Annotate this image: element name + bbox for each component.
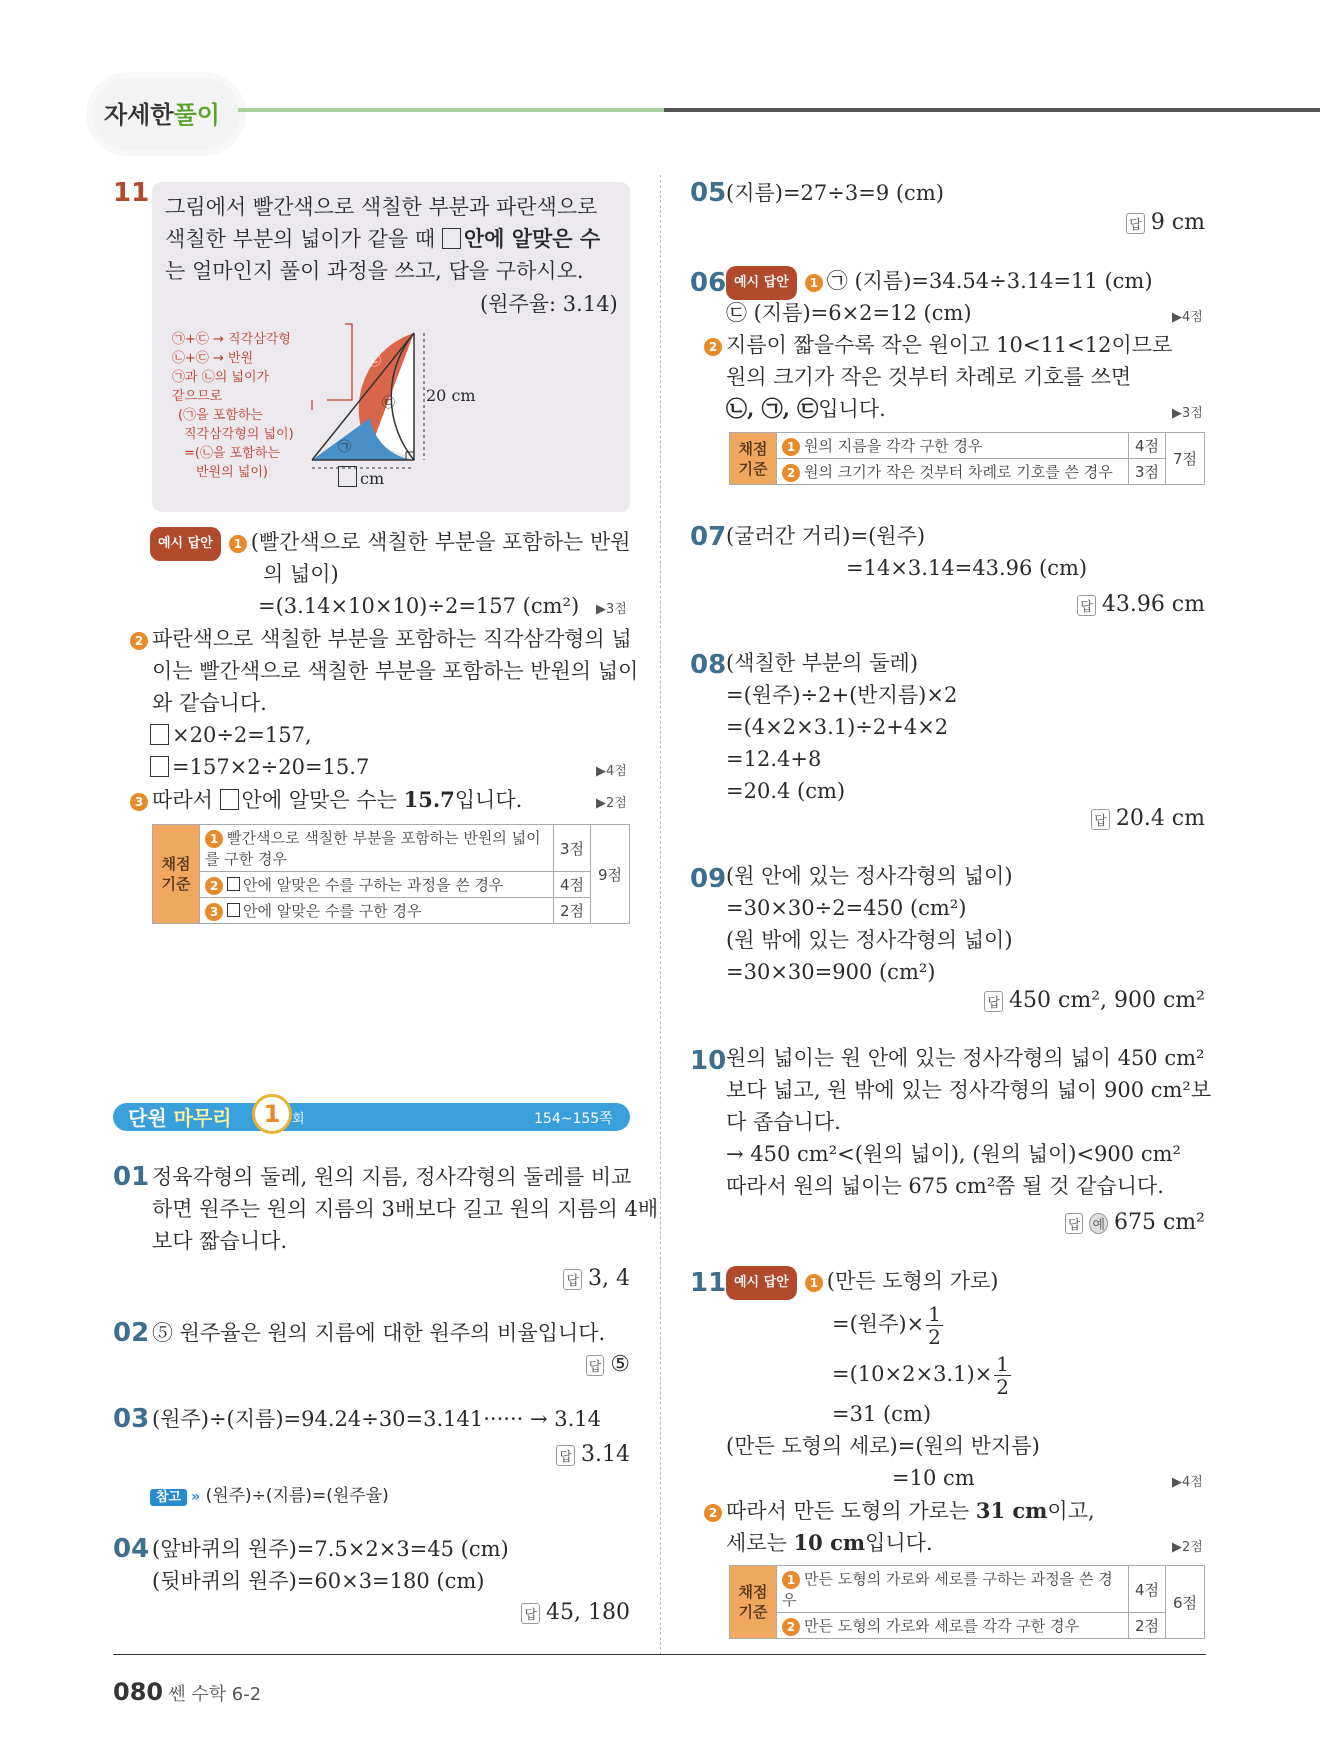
- criteria-total: 9점: [591, 825, 630, 924]
- answer-value: 450 cm², 900 cm²: [1009, 988, 1205, 1013]
- criteria-text: 만든 도형의 가로와 세로를 구하는 과정을 쓴 경우: [782, 1570, 1113, 1609]
- answer-value: 43.96 cm: [1101, 592, 1205, 617]
- final-answer: [1126, 210, 1205, 235]
- solution-line: [832, 1298, 945, 1350]
- example-answer-badge: 예시 답안: [726, 266, 797, 300]
- fig-note: (㉠을 포함하는: [178, 408, 263, 423]
- answer-line: (앞바퀴의 원주)=7.5×2×3=45 (cm): [152, 1537, 509, 1561]
- solution-line: =31 (cm): [832, 1402, 932, 1426]
- problem-text-2a: 색칠한 부분의 넓이가 같을 때: [165, 227, 436, 251]
- fig-label-b: ㉡: [368, 354, 382, 369]
- pi-note: (원주율: 3.14): [480, 292, 618, 316]
- answer-line: (뒷바퀴의 원주)=60×3=180 (cm): [152, 1569, 485, 1593]
- step-1-icon: 1: [229, 535, 247, 553]
- box-icon: [150, 724, 169, 745]
- box-icon: [227, 903, 240, 917]
- fig-label-a: ㉠: [338, 440, 352, 455]
- solution-line: [726, 393, 886, 425]
- criteria-number-icon: 2: [782, 1618, 800, 1636]
- criteria-number-icon: 1: [782, 1571, 800, 1589]
- criteria-row: [200, 872, 554, 898]
- logo-text-1: 자세한: [104, 101, 174, 129]
- fig-note: 같으므로: [172, 389, 223, 404]
- question-number: 09: [690, 864, 727, 894]
- final-answer: [521, 1600, 630, 1625]
- header-rule-green: [238, 108, 664, 112]
- final-answer: [563, 1266, 630, 1291]
- solution-step-2: [704, 1495, 1095, 1527]
- answer-line: =20.4 (cm): [726, 779, 846, 803]
- final-answer: [1065, 1210, 1205, 1235]
- reference-note: [150, 1480, 389, 1514]
- criteria-points: 4점: [554, 872, 591, 898]
- problem-text-2: [165, 223, 600, 255]
- criteria-row: [777, 1613, 1129, 1639]
- example-tag: 예: [1089, 1213, 1108, 1234]
- answer-value: 3, 4: [588, 1266, 630, 1291]
- answer-line: 보다 짧습니다.: [152, 1229, 288, 1253]
- fraction-denominator: 2: [928, 1325, 941, 1349]
- step-2-icon: 2: [130, 632, 148, 650]
- answer-tag: 답: [521, 1603, 540, 1624]
- solution-line: =10 cm: [892, 1466, 975, 1490]
- answer-line: =(4×2×3.1)÷2+4×2: [726, 715, 949, 739]
- question-number: 01: [113, 1162, 150, 1192]
- fig-box-icon: [338, 466, 357, 487]
- solution-step-1: [150, 526, 631, 561]
- answer-line: (색칠한 부분의 둘레): [726, 651, 919, 675]
- step-text: =157×2÷20=15.7: [172, 755, 370, 779]
- answer-line: =30×30=900 (cm²): [726, 960, 936, 984]
- scoring-criteria-table: [729, 432, 1205, 485]
- answer-line: (원 안에 있는 정사각형의 넓이): [726, 864, 1013, 888]
- problem-text-2b: 안에 알맞은 수: [463, 226, 601, 251]
- step-text: 따라서: [152, 788, 213, 812]
- step-2-icon: 2: [704, 338, 722, 356]
- criteria-row: [200, 825, 554, 872]
- answer-line: (굴러간 거리)=(원주): [726, 524, 926, 548]
- question-number: 02: [113, 1318, 150, 1348]
- answer-line: (원 밖에 있는 정사각형의 넓이): [726, 928, 1013, 952]
- answer-line: 보다 넓고, 원 밖에 있는 정사각형의 넓이 900 cm²보: [726, 1078, 1212, 1102]
- answer-tag: 답: [586, 1355, 605, 1376]
- answer-line: =30×30÷2=450 (cm²): [726, 896, 967, 920]
- criteria-label: 채점 기준: [730, 1566, 777, 1639]
- criteria-number-icon: 2: [205, 877, 223, 895]
- solution-line: 의 넓이): [263, 562, 339, 586]
- step-text: ×20÷2=157,: [172, 723, 312, 747]
- fig-unit-label: [338, 466, 384, 488]
- fig-note: ㉠과 ㉡의 넓이가: [172, 370, 270, 385]
- answer-value: 9 cm: [1150, 210, 1205, 235]
- problem-text-1: 그림에서 빨간색으로 색칠한 부분과 파란색으로: [165, 195, 598, 219]
- answer-symbols: ㉡, ㉠, ㉢: [726, 396, 819, 421]
- fig-note: ㉠+㉢ → 직각삼각형: [172, 332, 291, 347]
- question-number: 03: [113, 1404, 150, 1434]
- solution-line: [726, 1527, 933, 1559]
- fig-note: 직각삼각형의 넓이): [184, 427, 294, 442]
- criteria-points: 2점: [554, 898, 591, 924]
- step-text: ㉠ (지름)=34.54÷3.14=11 (cm): [826, 269, 1153, 293]
- solution-line: (만든 도형의 세로)=(원의 반지름): [726, 1434, 1040, 1458]
- fraction: [994, 1353, 1011, 1398]
- answer-tag: 답: [563, 1269, 582, 1290]
- criteria-text: 원의 지름을 각각 구한 경우: [804, 437, 983, 455]
- answer-line: 하면 원주는 원의 지름의 3배보다 길고 원의 지름의 4배: [152, 1197, 659, 1221]
- round-badge: 1: [252, 1094, 292, 1134]
- question-number: 07: [690, 522, 727, 552]
- criteria-points: 3점: [554, 825, 591, 872]
- box-icon: [150, 756, 169, 777]
- answer-line: =(원주)÷2+(반지름)×2: [726, 683, 958, 707]
- solution-step-2: [704, 329, 1172, 361]
- fig-label-c: ㉢: [382, 396, 396, 411]
- criteria-total: 7점: [1166, 433, 1205, 485]
- answer-line: 정육각형의 둘레, 원의 지름, 정사각형의 둘레를 비교: [152, 1165, 632, 1189]
- fig-note: =(㉡을 포함하는: [184, 446, 280, 461]
- criteria-text: 원의 크기가 작은 것부터 차례로 기호를 쓴 경우: [804, 463, 1113, 481]
- page-range: 154~155쪽: [534, 1111, 613, 1127]
- step-text: (만든 도형의 가로): [826, 1269, 999, 1293]
- step-text: 안에 알맞은 수는: [241, 788, 397, 812]
- problem-text-3: 는 얼마인지 풀이 과정을 쓰고, 답을 구하시오.: [165, 259, 584, 283]
- criteria-text: 빨간색으로 색칠한 부분을 포함하는 반원의 넓이를 구한 경우: [205, 829, 541, 868]
- answer-tag: 답: [984, 991, 1003, 1012]
- criteria-row: [777, 459, 1129, 485]
- solution-step-1: [726, 1265, 999, 1300]
- criteria-row: [200, 898, 554, 924]
- step-text: =(10×2×3.1)×: [832, 1362, 993, 1386]
- answer-tag: 답: [1126, 213, 1145, 234]
- solution-line: [832, 1348, 1013, 1400]
- column-divider: [660, 175, 661, 1655]
- box-icon: [220, 789, 239, 810]
- criteria-number-icon: 3: [205, 903, 223, 921]
- logo-text-2: 풀이: [173, 101, 220, 129]
- step-1-icon: 1: [805, 274, 823, 292]
- criteria-label: 채점 기준: [730, 433, 777, 485]
- fraction-denominator: 2: [996, 1375, 1009, 1399]
- footer-rule: [113, 1654, 1206, 1655]
- step-text: 지름이 짧을수록 작은 원이고 10<11<12이므로: [726, 333, 1173, 357]
- step-1-icon: 1: [805, 1274, 823, 1292]
- criteria-points: 4점: [1129, 433, 1166, 459]
- points-marker: ▶4점: [1172, 310, 1203, 325]
- question-number: 11: [690, 1268, 727, 1298]
- criteria-text: 안에 알맞은 수를 구한 경우: [243, 902, 422, 920]
- figure-notes: [172, 330, 294, 482]
- annotation-lines: [312, 324, 352, 410]
- criteria-points: 4점: [1129, 1566, 1166, 1613]
- solution-line: 이는 빨간색으로 색칠한 부분을 포함하는 반원의 넓이: [152, 659, 639, 683]
- fraction-numerator: 1: [996, 1352, 1009, 1376]
- solution-line: [150, 751, 369, 783]
- solution-line: [150, 719, 312, 751]
- box-icon: [227, 877, 240, 891]
- question-number: 05: [690, 178, 727, 208]
- answer-line: (원주)÷(지름)=94.24÷30=3.141······ → 3.14: [152, 1407, 602, 1431]
- step-2-icon: 2: [704, 1504, 722, 1522]
- step-text: 따라서 만든 도형의 가로는: [726, 1499, 970, 1523]
- scoring-criteria-table: [729, 1565, 1205, 1639]
- step-text: 입니다.: [865, 1531, 933, 1555]
- points-marker: ▶2점: [596, 796, 627, 811]
- question-number: 08: [690, 650, 727, 680]
- solution-line: ㉢ (지름)=6×2=12 (cm): [726, 301, 972, 325]
- step-text: 이고,: [1047, 1499, 1095, 1523]
- final-answer: [586, 1352, 630, 1377]
- example-answer-badge: 예시 답안: [150, 527, 221, 561]
- answer-value: 15.7: [403, 787, 455, 812]
- points-marker: ▶3점: [596, 602, 627, 617]
- points-marker: ▶4점: [596, 764, 627, 779]
- page-number: 080: [113, 1678, 164, 1706]
- answer-tag: 답: [1065, 1213, 1084, 1234]
- answer-line: 원의 넓이는 원 안에 있는 정사각형의 넓이 450 cm²: [726, 1046, 1205, 1070]
- answer-tag: 답: [556, 1445, 575, 1466]
- answer-box-icon: [442, 228, 461, 249]
- question-number: 10: [690, 1046, 727, 1076]
- criteria-text: 안에 알맞은 수를 구하는 과정을 쓴 경우: [243, 876, 504, 894]
- answer-line: =14×3.14=43.96 (cm): [846, 556, 1088, 580]
- solution-step-3: [130, 784, 522, 816]
- answer-value: 3.14: [581, 1442, 630, 1467]
- banner-title-2: 마무리: [173, 1106, 232, 1130]
- round-suffix: 회: [292, 1112, 305, 1127]
- fig-note: ㉡+㉢ → 반원: [172, 351, 254, 366]
- step-text: 파란색으로 색칠한 부분을 포함하는 직각삼각형의 넓: [152, 627, 632, 651]
- step-text: 입니다.: [454, 788, 523, 812]
- footer: [113, 1678, 261, 1706]
- points-marker: ▶3점: [1172, 406, 1203, 421]
- criteria-number-icon: 1: [782, 438, 800, 456]
- step-text: (빨간색으로 색칠한 부분을 포함하는 반원: [250, 530, 631, 554]
- criteria-row: [777, 1566, 1129, 1613]
- book-title: 쎈 수학 6-2: [168, 1684, 262, 1705]
- criteria-points: 2점: [1129, 1613, 1166, 1639]
- question-number: 04: [113, 1534, 150, 1564]
- solution-step-2: [130, 623, 632, 655]
- final-answer: [1091, 806, 1205, 831]
- fig-note: 반원의 넓이): [196, 465, 268, 480]
- solution-line: =(3.14×10×10)÷2=157 (cm²): [258, 594, 580, 618]
- answer-value: 675 cm²: [1114, 1210, 1205, 1235]
- header-rule-gray: [664, 108, 1320, 112]
- answer-line: 다 좁습니다.: [726, 1110, 841, 1134]
- answer-value: 31 cm: [975, 1498, 1048, 1523]
- chevrons-icon: »: [191, 1489, 201, 1505]
- step-text: 세로는: [726, 1531, 787, 1555]
- question-number: 06: [690, 268, 727, 298]
- points-marker: ▶2점: [1172, 1540, 1203, 1555]
- criteria-label: 채점 기준: [153, 825, 200, 924]
- answer-line: → 450 cm²<(원의 넓이), (원의 넓이)<900 cm²: [726, 1142, 1181, 1166]
- points-marker: ▶4점: [1172, 1475, 1203, 1490]
- criteria-number-icon: 1: [205, 830, 223, 848]
- example-answer-badge: 예시 답안: [726, 1266, 797, 1300]
- answer-value: ⑤: [610, 1352, 630, 1377]
- answer-line: ⑤ 원주율은 원의 지름에 대한 원주의 비율입니다.: [152, 1321, 606, 1345]
- fig-unit: cm: [360, 469, 385, 488]
- header-logo-text: [104, 95, 220, 130]
- solution-line: 와 같습니다.: [152, 691, 267, 715]
- banner-title-1: 단원: [128, 1106, 167, 1130]
- fraction-numerator: 1: [928, 1302, 941, 1326]
- answer-value: 10 cm: [793, 1530, 866, 1555]
- final-answer: [984, 988, 1205, 1013]
- answer-value: 20.4 cm: [1115, 806, 1205, 831]
- fraction: [926, 1303, 943, 1348]
- reference-text: (원주)÷(지름)=(원주율): [205, 1486, 389, 1506]
- answer-line: (지름)=27÷3=9 (cm): [726, 181, 944, 205]
- criteria-text: 만든 도형의 가로와 세로를 각각 구한 경우: [804, 1617, 1079, 1635]
- solution-line: 원의 크기가 작은 것부터 차례로 기호를 쓰면: [726, 365, 1132, 389]
- step-text: =(원주)×: [832, 1312, 925, 1336]
- criteria-total: 6점: [1166, 1566, 1205, 1639]
- answer-tag: 답: [1077, 595, 1096, 616]
- answer-tag: 답: [1091, 809, 1110, 830]
- unit-review-title: [128, 1102, 232, 1131]
- step-text: 입니다.: [818, 397, 886, 421]
- fig-length-label: 20 cm: [426, 386, 476, 405]
- criteria-row: [777, 433, 1129, 459]
- question-number: 11: [113, 178, 150, 208]
- solution-step-1: [726, 265, 1153, 300]
- final-answer: [556, 1442, 630, 1467]
- answer-line: =12.4+8: [726, 747, 822, 771]
- reference-badge: 참고: [150, 1489, 187, 1506]
- criteria-number-icon: 2: [782, 464, 800, 482]
- final-answer: [1077, 592, 1205, 617]
- answer-value: 45, 180: [546, 1600, 630, 1625]
- criteria-points: 3점: [1129, 459, 1166, 485]
- answer-line: 따라서 원의 넓이는 675 cm²쯤 될 것 같습니다.: [726, 1174, 1164, 1198]
- step-3-icon: 3: [130, 793, 148, 811]
- scoring-criteria-table: [152, 824, 630, 924]
